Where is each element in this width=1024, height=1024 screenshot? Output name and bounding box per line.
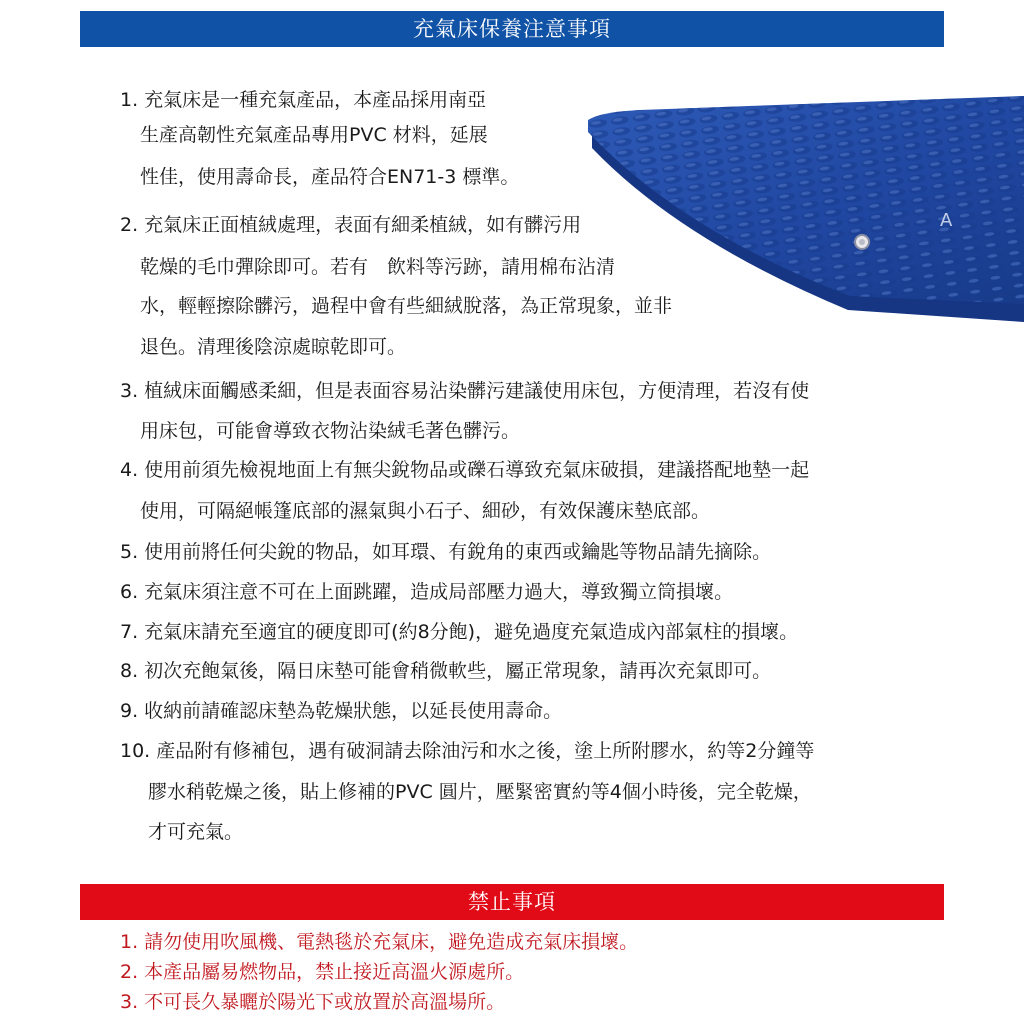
care-item-9: 9. 收納前請確認床墊為乾燥狀態，以延長使用壽命。 xyxy=(120,700,563,722)
care-item-4-line-2: 使用，可隔絕帳篷底部的濕氣與小石子、細砂，有效保護床墊底部。 xyxy=(140,500,711,522)
care-item-3-line-1: 3. 植絨床面觸感柔細，但是表面容易沾染髒污建議使用床包，方便清理，若沒有使 xyxy=(120,380,810,402)
care-section-title: 充氣床保養注意事項 xyxy=(80,11,944,47)
prohibited-item-3: 3. 不可長久暴曬於陽光下或放置於高溫場所。 xyxy=(120,991,506,1013)
care-item-2-line-1: 2. 充氣床正面植絨處理，表面有細柔植絨，如有髒污用 xyxy=(120,214,582,236)
care-item-6: 6. 充氣床須注意不可在上面跳躍，造成局部壓力過大，導致獨立筒損壞。 xyxy=(120,581,734,603)
prohibited-item-2: 2. 本產品屬易燃物品，禁止接近高溫火源處所。 xyxy=(120,961,525,983)
care-item-10-line-2: 膠水稍乾燥之後，貼上修補的PVC 圓片，壓緊密實約等4個小時後，完全乾燥， xyxy=(148,781,812,803)
care-item-2-line-2: 乾燥的毛巾彈除即可。若有 飲料等污跡，請用棉布沾清 xyxy=(140,256,616,278)
care-item-10-line-1: 10. 產品附有修補包，遇有破洞請去除油污和水之後，塗上所附膠水，約等2分鐘等 xyxy=(120,740,815,762)
care-item-1-line-1: 1. 充氣床是一種充氣產品，本產品採用南亞 xyxy=(120,89,487,111)
prohibited-section-title: 禁止事項 xyxy=(80,884,944,920)
prohibited-item-1: 1. 請勿使用吹風機、電熱毯於充氣床，避免造成充氣床損壞。 xyxy=(120,931,639,953)
care-item-10-line-3: 才可充氣。 xyxy=(148,821,244,843)
care-item-1-line-3: 性佳，使用壽命長，產品符合EN71-3 標準。 xyxy=(140,166,520,188)
care-item-4-line-1: 4. 使用前須先檢視地面上有無尖銳物品或礫石導致充氣床破損，建議搭配地墊一起 xyxy=(120,459,810,481)
svg-text:A: A xyxy=(940,210,953,231)
care-item-2-line-3: 水，輕輕擦除髒污，過程中會有些細絨脫落，為正常現象，並非 xyxy=(140,295,673,317)
care-item-8: 8. 初次充飽氣後，隔日床墊可能會稍微軟些，屬正常現象，請再次充氣即可。 xyxy=(120,660,772,682)
care-item-3-line-2: 用床包，可能會導致衣物沾染絨毛著色髒污。 xyxy=(140,420,521,442)
care-item-5: 5. 使用前將任何尖銳的物品，如耳環、有銳角的東西或鑰匙等物品請先摘除。 xyxy=(120,541,772,563)
care-item-1-line-2: 生產高韌性充氣產品專用PVC 材料，延展 xyxy=(140,124,488,146)
care-item-2-line-4: 退色。清理後陰涼處晾乾即可。 xyxy=(140,336,407,358)
care-item-7: 7. 充氣床請充至適宜的硬度即可(約8分飽)，避免過度充氣造成內部氣柱的損壞。 xyxy=(120,621,799,643)
